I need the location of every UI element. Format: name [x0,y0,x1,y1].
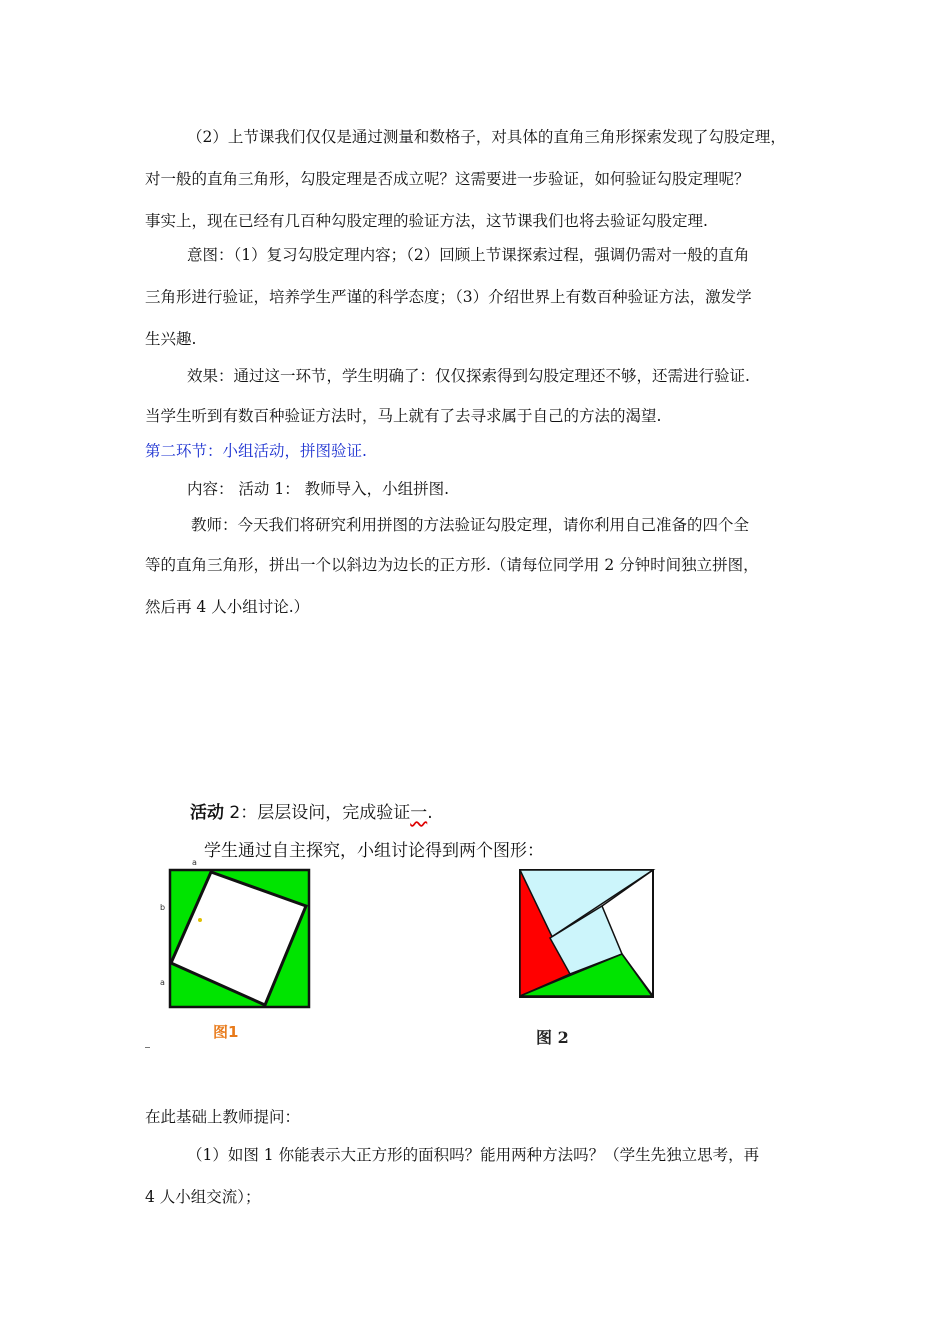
effect-line-2: 当学生听到有数百种验证方法时，马上就有了去寻求属于自己的方法的渴望. [145,407,662,425]
effect-line-1: 效果：通过这一环节，学生明确了：仅仅探索得到勾股定理还不够，还需进行验证. [187,367,750,385]
label-a-top: a [192,858,197,867]
intent-line-3: 生兴趣. [145,330,197,348]
section-heading: 第二环节：小组活动，拼图验证. [145,442,367,460]
figure-1-caption: 图1 [213,1023,239,1041]
small-dash [145,1047,150,1048]
content-line: 内容： 活动 1： 教师导入，小组拼图. [187,480,450,498]
activity-2-intro: 学生通过自主探究，小组讨论得到两个图形： [204,841,544,861]
teacher-line-3: 然后再 4 人小组讨论.） [145,598,310,616]
question-1-line-1: （1）如图 1 你能表示大正方形的面积吗？能用两种方法吗？（学生先独立思考，再 [187,1146,760,1164]
paragraph-line-2: 对一般的直角三角形，勾股定理是否成立呢？这需要进一步验证，如何验证勾股定理呢？ [145,170,750,188]
figure-2 [518,868,656,1000]
figure-1 [168,868,312,1010]
label-a-bottom: a [160,978,165,987]
figure-2-caption: 图 2 [536,1028,569,1047]
activity-bold: 活动 [190,803,224,823]
activity-squiggle: 一 [410,803,428,823]
teacher-line-2: 等的直角三角形，拼出一个以斜边为边长的正方形.（请每位同学用 2 分钟时间独立拼图， [145,556,759,574]
teacher-line-1: 教师：今天我们将研究利用拼图的方法验证勾股定理，请你利用自己准备的四个全 [191,516,750,534]
paragraph-line-3: 事实上，现在已经有几百种勾股定理的验证方法，这节课我们也将去验证勾股定理. [145,212,708,230]
intent-line-2: 三角形进行验证，培养学生严谨的科学态度；（3）介绍世界上有数百种验证方法，激发学 [145,288,752,306]
intent-line-1: 意图：（1）复习勾股定理内容；（2）回顾上节课探索过程，强调仍需对一般的直角 [187,246,750,264]
activity-rest: 2：层层设问，完成验证 [224,803,411,823]
paragraph-line-1: （2）上节课我们仅仅是通过测量和数格子，对具体的直角三角形探索发现了勾股定理， [187,128,786,146]
activity-2-heading [190,798,433,823]
question-intro: 在此基础上教师提问： [145,1108,301,1126]
question-1-line-2: 4 人小组交流）； [145,1188,261,1206]
label-b: b [160,903,166,912]
activity-end: . [427,803,433,823]
